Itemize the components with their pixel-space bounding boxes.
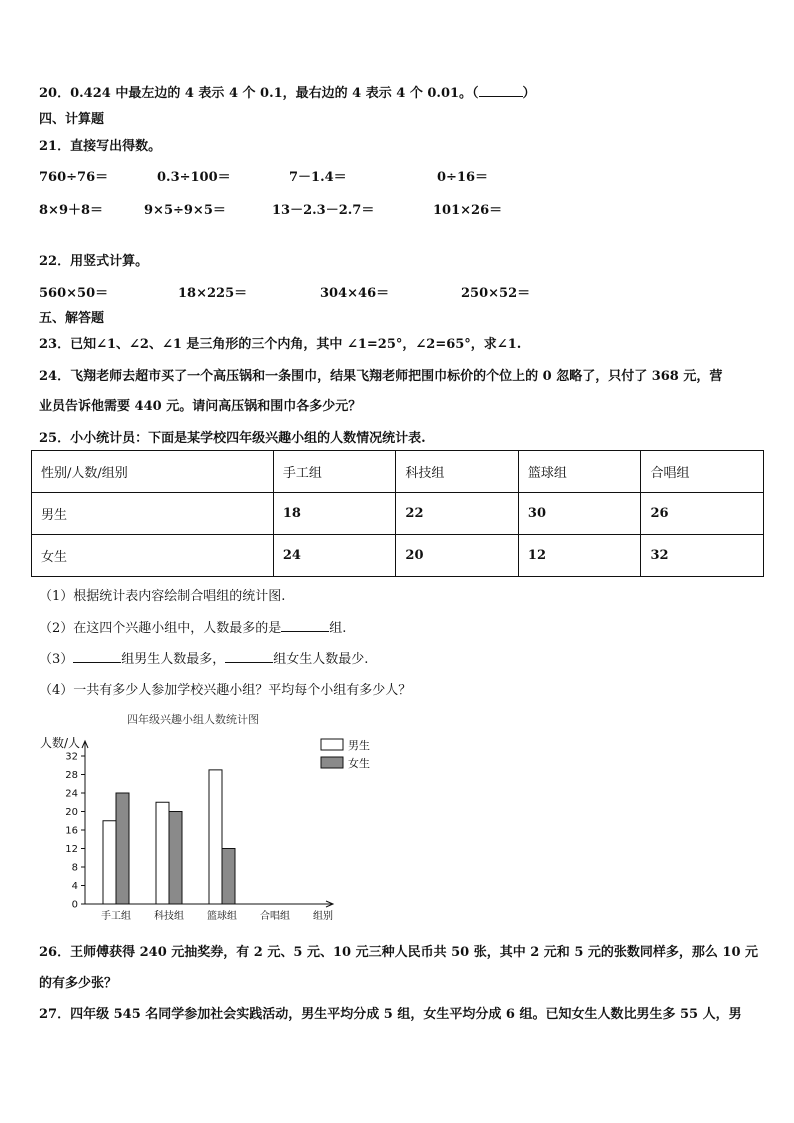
bar-boys [103,821,116,904]
table-header-row [32,451,764,493]
sub3-text: （3） [39,652,74,667]
x-tick-label: 手工组 [101,911,131,922]
vertical-calc-item: 250×52＝ [461,286,531,301]
answer-blank[interactable] [73,649,121,663]
question-25-sub4: （4）一共有多少人参加学校兴趣小组？平均每个小组有多少人？ [39,683,412,698]
table-cell: 24 [273,535,396,577]
calc-item: 7－1.4＝ [289,170,347,185]
answer-blank[interactable] [281,618,329,632]
x-tick-label: 科技组 [154,911,184,922]
answer-blank[interactable] [479,83,523,97]
question-24-line1: 24．飞翔老师去超市买了一个高压锅和一条围巾，结果飞翔老师把围巾标价的个位上的 0 忽略了，只付了 368 元，营 [39,369,723,384]
table-cell: 32 [641,535,764,577]
legend-swatch [321,739,343,750]
table-header-cell: 科技组 [396,451,519,493]
calc-item: 101×26＝ [433,203,503,218]
section-heading-calculation: 四、计算题 [39,112,105,127]
y-tick-label: 8 [71,862,78,874]
question-20-close: ） [522,86,536,101]
y-tick-label: 16 [65,825,78,837]
y-tick-label: 4 [71,881,78,892]
table-header-cell: 手工组 [273,451,396,493]
calc-item: 0÷16＝ [437,170,489,185]
calc-item: 8×9＋8＝ [39,203,104,218]
bar-girls [222,849,235,905]
stats-table [31,450,764,577]
table-row [32,493,764,535]
question-23: 23．已知∠1、∠2、∠1 是三角形的三个内角，其中 ∠1=25°，∠2=65°，求∠1. [39,337,522,352]
question-25-sub1: （1）根据统计表内容绘制合唱组的统计图. [39,589,286,604]
table-cell: 18 [273,493,396,535]
bar-girls [169,812,182,905]
sub3-text-mid: 组男生人数最多， [121,652,226,667]
y-tick-label: 28 [65,770,78,781]
table-row [32,535,764,577]
bar-girls [116,793,129,904]
y-tick-label: 20 [65,807,78,818]
bar-boys [209,770,222,904]
chart-title: 四年级兴趣小组人数统计图 [127,713,259,726]
question-21-title: 21．直接写出得数。 [39,139,162,154]
y-tick-label: 32 [65,751,78,763]
question-26-line2: 的有多少张？ [39,976,118,991]
y-tick-label: 12 [65,844,78,855]
legend-swatch [321,757,343,768]
sub2-text-end: 组. [329,621,347,636]
vertical-calc-item: 304×46＝ [320,286,390,301]
vertical-calc-item: 560×50＝ [39,286,109,301]
table-header-cell: 性别/人数/组别 [32,451,274,493]
x-tick-label: 篮球组 [207,911,237,922]
sub3-text-end: 组女生人数最少. [273,652,369,667]
section-heading-solutions: 五、解答题 [39,311,105,326]
table-cell: 男生 [32,493,274,535]
question-26-line1: 26．王师傅获得 240 元抽奖券，有 2 元、5 元、10 元三种人民币共 50 张，其中 2 元和 5 元的张数同样多，那么 10 元 [39,945,759,960]
table-cell: 女生 [32,535,274,577]
y-tick-label: 0 [71,899,78,911]
question-25-sub3 [39,648,368,667]
calc-item: 9×5÷9×5＝ [144,203,226,218]
bar-boys [156,802,169,904]
answer-blank[interactable] [225,649,273,663]
table-header-cell: 篮球组 [518,451,641,493]
question-24-line2: 业员告诉他需要 440 元。请问高压锅和围巾各多少元？ [39,399,362,414]
table-cell: 12 [518,535,641,577]
table-header-cell: 合唱组 [641,451,764,493]
question-20-text: 20．0.424 中最左边的 4 表示 4 个 0.1，最右边的 4 表示 4 个 0.01。（ [39,86,479,101]
vertical-calc-item: 18×225＝ [178,286,248,301]
legend-label: 男生 [348,739,370,752]
table-cell: 22 [396,493,519,535]
table-cell: 30 [518,493,641,535]
question-27-line1: 27．四年级 545 名同学参加社会实践活动，男生平均分成 5 组，女生平均分成 6 组。已知女生人数比男生多 55 人，男 [39,1007,742,1022]
calc-item: 13－2.3－2.7＝ [272,203,375,218]
question-25-title: 25．小小统计员：下面是某学校四年级兴趣小组的人数情况统计表. [39,431,426,446]
calc-item: 760÷76＝ [39,170,109,185]
bar-chart [35,708,395,923]
table-cell: 20 [396,535,519,577]
question-25-sub2 [39,617,346,636]
question-20 [39,82,536,101]
x-axis-label: 组别 [313,911,333,922]
legend-label: 女生 [348,757,370,770]
x-tick-label: 合唱组 [260,911,290,922]
y-tick-label: 24 [65,788,78,800]
y-axis-label: 人数/人 [40,736,81,750]
question-22-title: 22．用竖式计算。 [39,254,149,269]
sub2-text: （2）在这四个兴趣小组中，人数最多的是 [39,621,282,636]
calc-item: 0.3÷100＝ [157,170,231,185]
table-cell: 26 [641,493,764,535]
